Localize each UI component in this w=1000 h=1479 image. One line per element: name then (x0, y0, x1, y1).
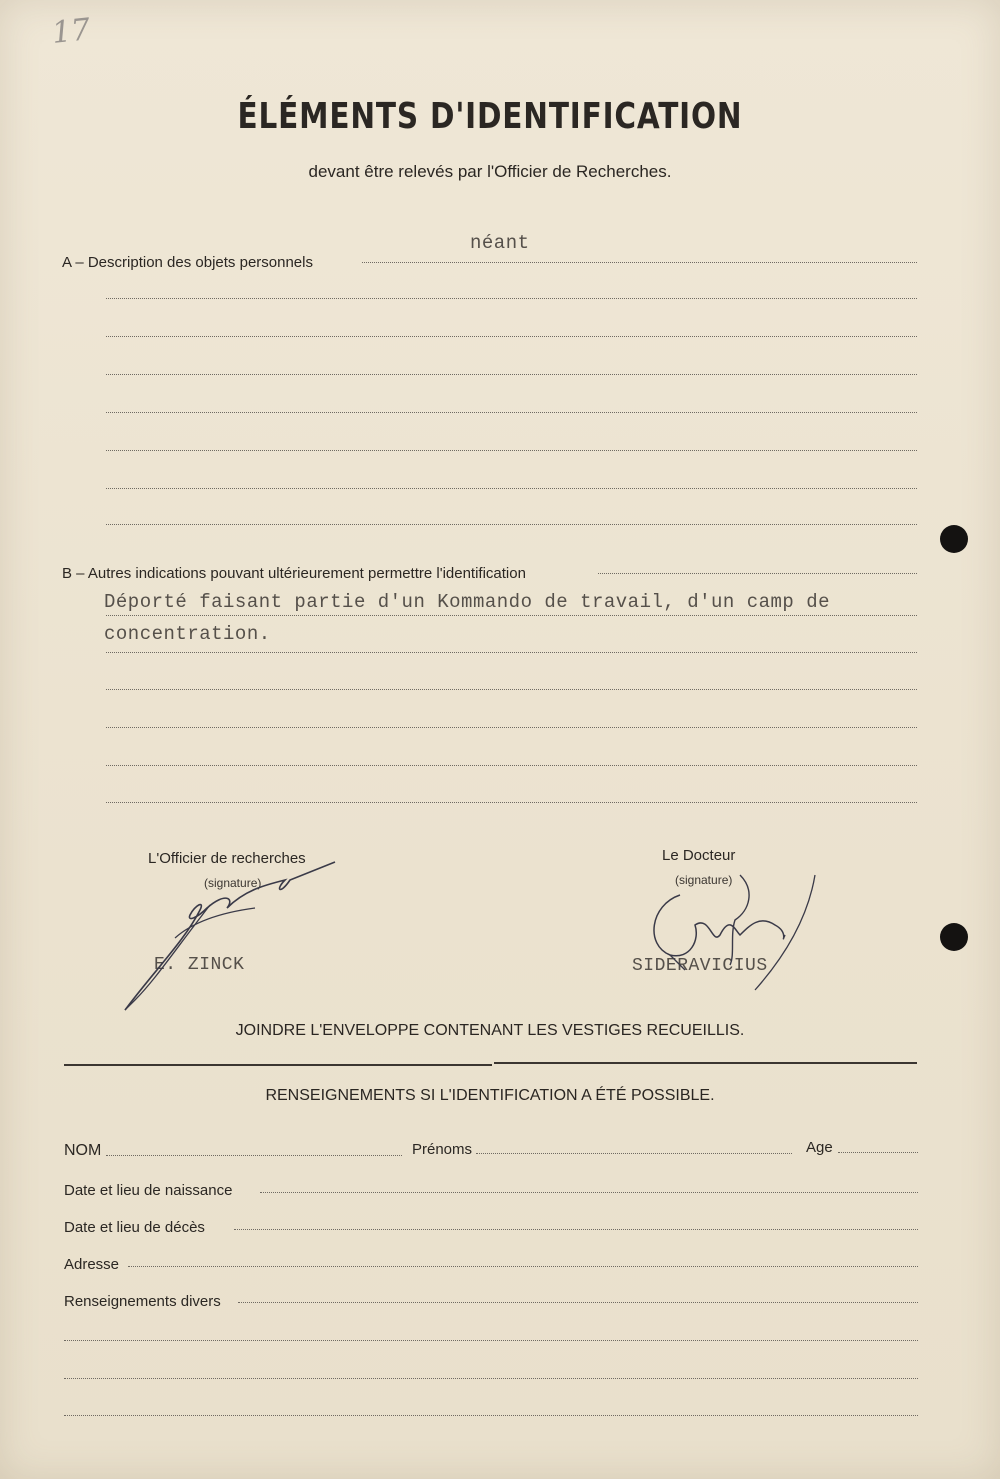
naissance-label: Date et lieu de naissance (64, 1182, 233, 1199)
age-field-line (838, 1152, 918, 1153)
form-subtitle: devant être relevés par l'Officier de Recherches. (308, 162, 672, 181)
dotted-line (106, 336, 917, 337)
dotted-line (106, 374, 917, 375)
dotted-line (106, 689, 917, 690)
punch-hole (940, 923, 968, 951)
section-b-text-line-1: Déporté faisant partie d'un Kommando de travail, d'un camp de (104, 591, 831, 613)
dotted-line (106, 412, 917, 413)
officer-name: E. ZINCK (154, 955, 245, 975)
dotted-line (106, 652, 917, 653)
dotted-line (106, 765, 917, 766)
dotted-line (64, 1378, 918, 1379)
form-title: ÉLÉMENTS D'IDENTIFICATION (237, 96, 743, 137)
corner-mark: 17 (50, 12, 92, 51)
section-b-label: B – Autres indications pouvant ultérieurement permettre l'identification (62, 565, 526, 582)
dotted-line (64, 1340, 918, 1341)
dotted-line (106, 298, 917, 299)
divers-label: Renseignements divers (64, 1293, 221, 1310)
nom-label: NOM (64, 1142, 102, 1159)
officer-label: L'Officier de recherches (148, 850, 306, 867)
doctor-signature (640, 855, 830, 995)
dotted-line (106, 615, 917, 616)
age-label: Age (806, 1139, 833, 1156)
dotted-line (64, 1415, 918, 1416)
adresse-label: Adresse (64, 1256, 120, 1273)
prenoms-label: Prénoms (412, 1141, 473, 1158)
dotted-line (106, 727, 917, 728)
naissance-field-line (260, 1192, 918, 1193)
officer-signature (115, 850, 345, 1020)
officer-signature-label: (signature) (204, 876, 262, 890)
dotted-line (106, 488, 917, 489)
dotted-line (106, 524, 917, 525)
divider (64, 1064, 492, 1066)
section-a-label: A – Description des objets personnels (62, 254, 313, 271)
section-b-text-line-2: concentration. (104, 623, 271, 645)
doctor-name: SIDERAVICIUS (632, 956, 768, 976)
info-heading: RENSEIGNEMENTS SI L'IDENTIFICATION A ÉTÉ POSSIBLE. (265, 1087, 715, 1104)
divers-field-line (238, 1302, 918, 1303)
dotted-line (106, 450, 917, 451)
divider (494, 1062, 917, 1064)
nom-field-line (106, 1155, 402, 1156)
doctor-signature-label: (signature) (675, 873, 733, 887)
deces-field-line (234, 1229, 918, 1230)
doctor-label: Le Docteur (662, 847, 736, 864)
deces-label: Date et lieu de décès (64, 1219, 205, 1236)
punch-hole (940, 525, 968, 553)
envelope-note: JOINDRE L'ENVELOPPE CONTENANT LES VESTIGES RECUEILLIS. (235, 1022, 745, 1039)
section-a-value: néant (470, 232, 530, 254)
prenoms-field-line (476, 1153, 792, 1154)
dotted-line (598, 573, 917, 574)
dotted-line (106, 802, 917, 803)
adresse-field-line (128, 1266, 918, 1267)
dotted-line (362, 262, 917, 263)
